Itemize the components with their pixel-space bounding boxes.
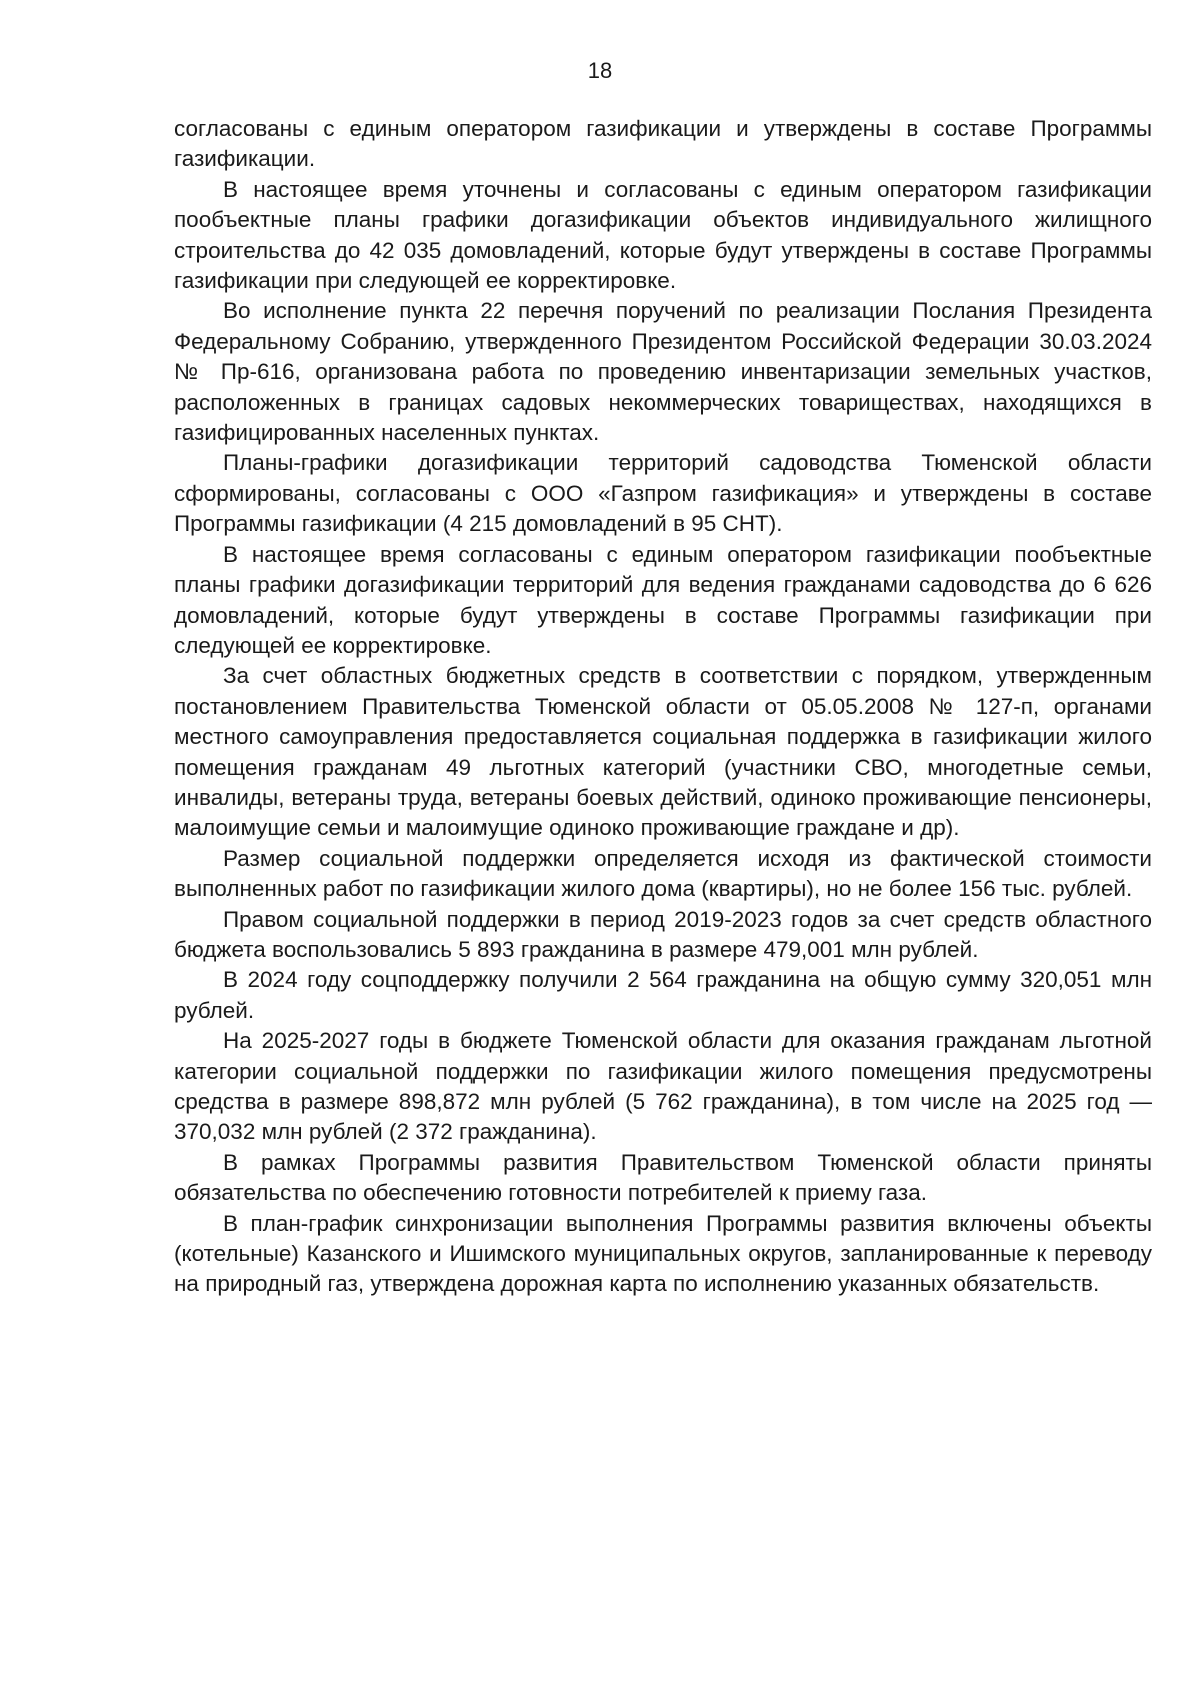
paragraph-readiness-obligations: В рамках Программы развития Правительством Тюменской области приняты обязательства по обеспечению готовности потребителей к приему газа. bbox=[174, 1149, 1152, 1206]
paragraph-land-inventory: Во исполнение пункта 22 перечня поручений по реализации Послания Президента Федеральному Собранию, утвержденного Президентом Российской Федерации 30.03.2024 № Пр-616, организована работа по проведению инвентаризации земельных участков, расположенных в границах садовых некоммерческих товариществах, находящихся в газифицированных населенных пунктах. bbox=[174, 298, 1152, 446]
paragraph-social-support: За счет областных бюджетных средств в соответствии с порядком, утвержденным постановлением Правительства Тюменской области от 05.05.2008 № 127-п, органами местного самоуправления предоставляется социальная поддержка в газификации жилого помещения гражданам 49 льготных категорий (участники СВО, многодетные семьи, инвалиды, ветераны труда, ветераны боевых действий, одиноко проживающие пенсионеры, малоимущие семьи и малоимущие одиноко проживающие граждане и др). bbox=[174, 663, 1152, 841]
paragraph-garden-agreed: В настоящее время согласованы с единым оператором газификации пообъектные планы графики догазификации территорий для ведения гражданами садоводства до 6 626 домовладений, которые будут утверждены в составе Программы газификации при следующей ее корректировке. bbox=[174, 541, 1152, 658]
paragraph-support-amount: Размер социальной поддержки определяется исходя из фактической стоимости выполненных работ по газификации жилого дома (квартиры), но не более 156 тыс. рублей. bbox=[174, 845, 1152, 902]
paragraph-support-2024: В 2024 году соцподдержку получили 2 564 гражданина на общую сумму 320,051 млн рублей. bbox=[174, 967, 1152, 1023]
paragraph-support-2019-2023: Правом социальной поддержки в период 2019-2023 годов за счет средств областного бюджета воспользовались 5 893 гражданина в размере 479,001 млн рублей. bbox=[174, 906, 1152, 962]
paragraph-continuation: согласованы с единым оператором газификации и утверждены в составе Программы газификации. bbox=[174, 116, 1152, 172]
paragraph-igs-plans: В настоящее время уточнены и согласованы с единым оператором газификации пообъектные планы графики догазификации объектов индивидуального жилищного строительства до 42 035 домовладений, которые будут утверждены в составе Программы газификации при следующей ее корректировке. bbox=[174, 176, 1152, 294]
page-number: 18 bbox=[587, 58, 613, 83]
paragraph-garden-plans: Планы-графики догазификации территорий садоводства Тюменской области сформированы, согласованы с ООО «Газпром газификация» и утверждены в составе Программы газификации (4 215 домовладений в 95 СНТ). bbox=[174, 450, 1152, 537]
paragraph-budget-2025-2027: На 2025-2027 годы в бюджете Тюменской области для оказания гражданам льготной категории социальной поддержки по газификации жилого помещения предусмотрены средства в размере 898,872 млн рублей (5 762 гражданина), в том числе на 2025 год — 370,032 млн рублей (2 372 гражданина). bbox=[174, 1028, 1152, 1145]
paragraph-sync-plan: В план-график синхронизации выполнения Программы развития включены объекты (котельные) Казанского и Ишимского муниципальных округов, запланированные к переводу на природный газ, утверждена дорожная карта по исполнению указанных обязательств. bbox=[174, 1210, 1152, 1297]
body-text bbox=[174, 114, 1152, 1300]
